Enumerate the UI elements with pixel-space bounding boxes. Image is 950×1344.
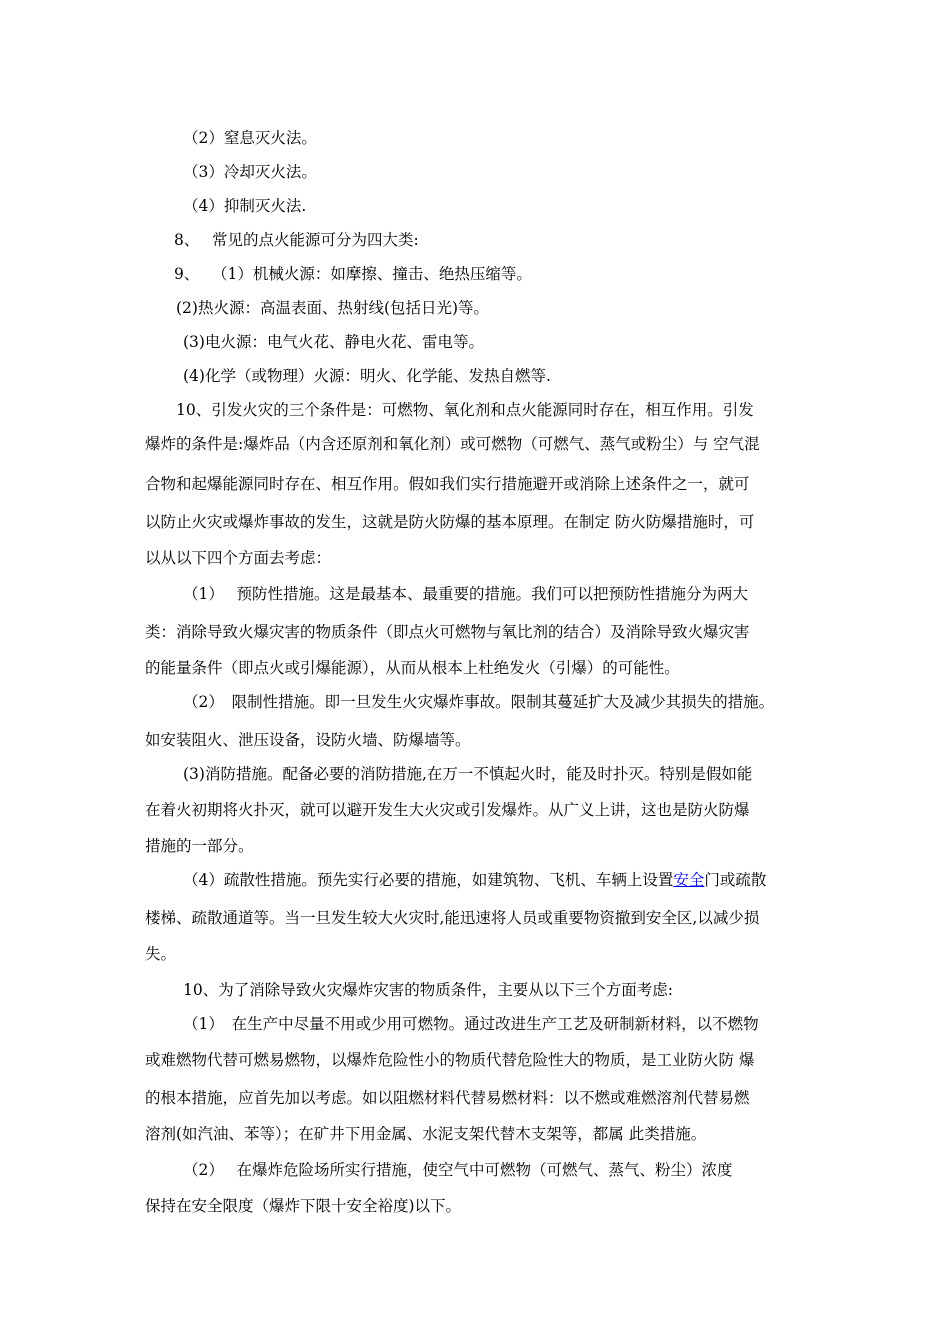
text-line: (4)化学（或物理）火源：明火、化学能、发热自燃等.	[183, 367, 551, 385]
text-line	[183, 870, 766, 890]
text-line: 类：消除导致火爆灾害的物质条件（即点火可燃物与氧比剂的结合）及消除导致火爆灾害	[145, 623, 750, 641]
text-line: 10、引发火灾的三个条件是：可燃物、氧化剂和点火能源同时存在，相互作用。引发	[176, 401, 754, 419]
text-line: （1） 在生产中尽量不用或少用可燃物。通过改进生产工艺及研制新材料，以不燃物	[183, 1015, 759, 1033]
safety-link[interactable]: 安全	[673, 871, 705, 889]
text-line: （1） 预防性措施。这是最基本、最重要的措施。我们可以把预防性措施分为两大	[183, 585, 749, 603]
text-line: 以防止火灾或爆炸事故的发生，这就是防火防爆的基本原理。在制定 防火防爆措施时，可	[145, 513, 755, 531]
text-line: （3）冷却灭火法。	[183, 163, 317, 181]
text-segment: （4）疏散性措施。预先实行必要的措施，如建筑物、飞机、车辆上设置	[183, 871, 674, 889]
text-line: 9、 （1）机械火源：如摩擦、撞击、绝热压缩等。	[174, 265, 532, 283]
text-line: (3)电火源：电气火花、静电火花、雷电等。	[183, 333, 484, 351]
text-line: 10、为了消除导致火灾爆炸灾害的物质条件，主要从以下三个方面考虑:	[183, 981, 673, 999]
text-line: (2)热火源：高温表面、热射线(包括日光)等。	[176, 299, 490, 317]
text-line: 措施的一部分。	[145, 837, 254, 855]
text-line: 或难燃物代替可燃易燃物，以爆炸危险性小的物质代替危险性大的物质，是工业防火防 爆	[145, 1051, 755, 1069]
text-line: （2） 在爆炸危险场所实行措施，使空气中可燃物（可燃气、蒸气、粉尘）浓度	[183, 1161, 733, 1179]
text-line: 失。	[145, 945, 177, 963]
text-line: (3)消防措施。配备必要的消防措施,在万一不慎起火时，能及时扑灭。特别是假如能	[183, 765, 753, 783]
text-line: （2） 限制性措施。即一旦发生火灾爆炸事故。限制其蔓延扩大及减少其损失的措施。	[183, 693, 775, 711]
text-segment: 门或疏散	[704, 871, 767, 889]
text-line: 8、 常见的点火能源可分为四大类:	[174, 231, 419, 249]
text-line: （2）窒息灭火法。	[183, 129, 317, 147]
text-line: 合物和起爆能源同时存在、相互作用。假如我们实行措施避开或消除上述条件之一，就可	[145, 475, 750, 493]
text-line: 保持在安全限度（爆炸下限十安全裕度)以下。	[145, 1197, 462, 1215]
text-line: 溶剂(如汽油、苯等）；在矿井下用金属、水泥支架代替木支架等，都属 此类措施。	[145, 1125, 707, 1143]
text-line: 以从以下四个方面去考虑：	[145, 549, 332, 567]
text-line: 爆炸的条件是:爆炸品（内含还原剂和氧化剂）或可燃物（可燃气、蒸气或粉尘）与 空气混	[145, 435, 760, 453]
text-line: 的能量条件（即点火或引爆能源），从而从根本上杜绝发火（引爆）的可能性。	[145, 659, 680, 677]
text-line: （4）抑制灭火法.	[183, 197, 307, 215]
text-line: 的根本措施，应首先加以考虑。如以阻燃材料代替易燃材料：以不燃或难燃溶剂代替易燃	[145, 1089, 750, 1107]
text-line: 楼梯、疏散通道等。当一旦发生较大火灾时,能迅速将人员或重要物资撤到安全区,以减少损	[145, 909, 760, 927]
text-line: 如安装阻火、泄压设备，设防火墙、防爆墙等。	[145, 731, 471, 749]
text-line: 在着火初期将火扑灭，就可以避开发生大火灾或引发爆炸。从广义上讲，这也是防火防爆	[145, 801, 750, 819]
